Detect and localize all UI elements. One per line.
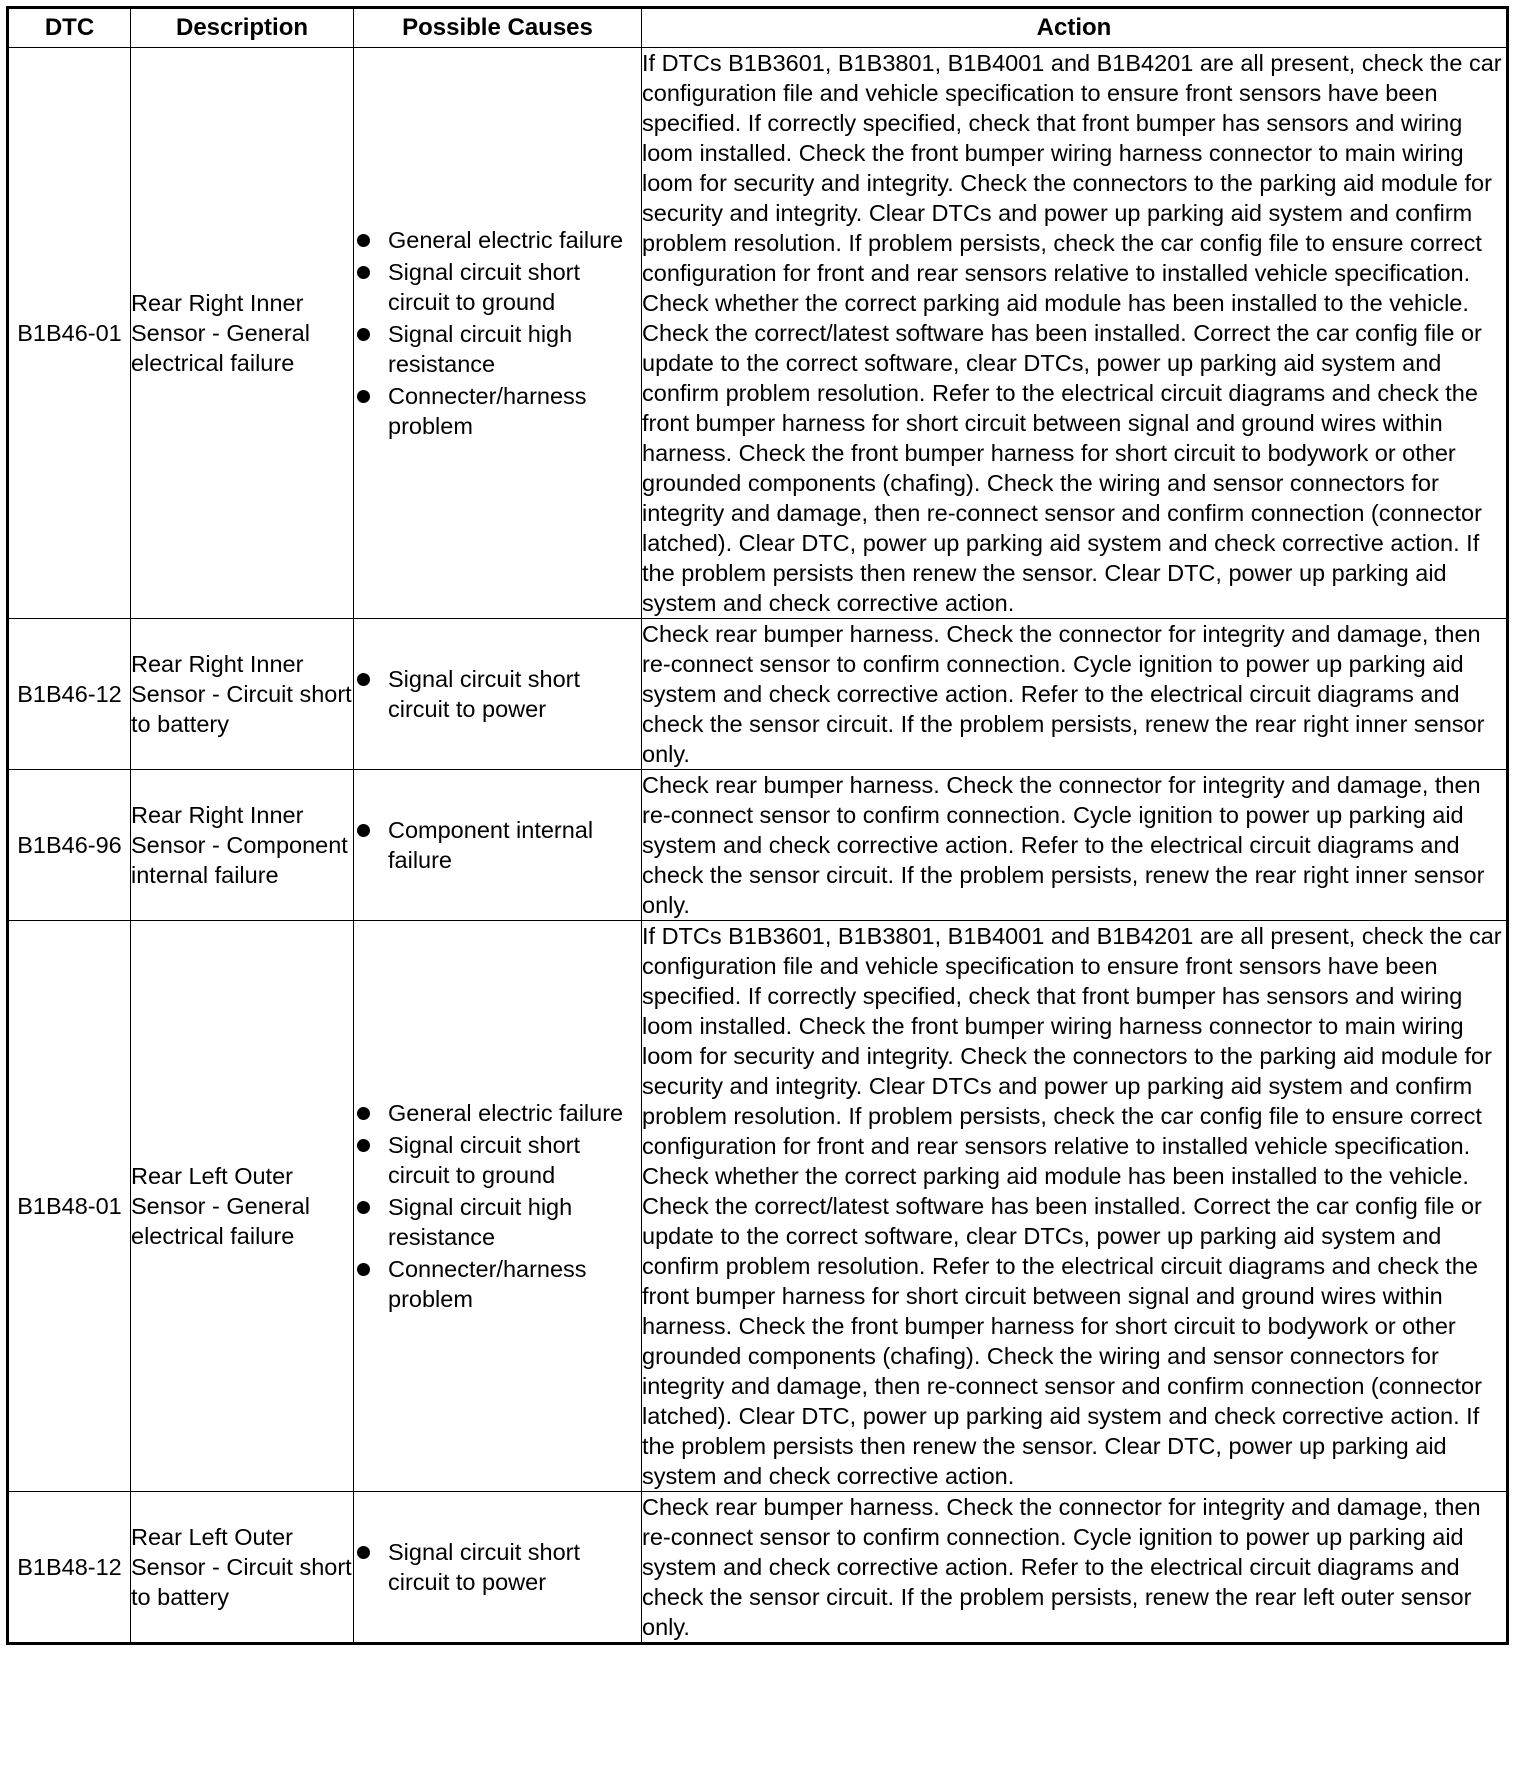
possible-causes-cell <box>354 770 642 921</box>
cause-item: Signal circuit high resistance <box>354 319 641 379</box>
description-cell: Rear Left Outer Sensor - Circuit short to battery <box>131 1492 354 1644</box>
causes-list <box>354 225 641 441</box>
cause-item: General electric failure <box>354 225 641 255</box>
header-dtc: DTC <box>8 8 131 48</box>
dtc-table <box>6 6 1509 1645</box>
cause-item: Signal circuit short circuit to power <box>354 1537 641 1597</box>
possible-causes-cell <box>354 1492 642 1644</box>
description-cell: Rear Right Inner Sensor - Component internal failure <box>131 770 354 921</box>
cause-item: Connecter/harness problem <box>354 1254 641 1314</box>
description-cell: Rear Right Inner Sensor - General electrical failure <box>131 48 354 619</box>
description-cell: Rear Left Outer Sensor - General electrical failure <box>131 921 354 1492</box>
cause-item: Signal circuit short circuit to power <box>354 664 641 724</box>
causes-list <box>354 1098 641 1314</box>
dtc-code-cell: B1B46-12 <box>8 619 131 770</box>
action-cell: Check rear bumper harness. Check the connector for integrity and damage, then re-connect sensor to confirm connection. Cycle ignition to power up parking aid system and check corrective action. Refer to the electrical circuit diagrams and check the sensor circuit. If the problem persists, renew the rear right inner sensor only. <box>642 770 1508 921</box>
causes-list <box>354 1537 641 1597</box>
cause-item: Connecter/harness problem <box>354 381 641 441</box>
table-body <box>8 48 1508 1644</box>
possible-causes-cell <box>354 619 642 770</box>
action-cell: If DTCs B1B3601, B1B3801, B1B4001 and B1B4201 are all present, check the car configuration file and vehicle specification to ensure front sensors have been specified. If correctly specified, check that front bumper has sensors and wiring loom installed. Check the front bumper wiring harness connector to main wiring loom for security and integrity. Check the connectors to the parking aid module for security and integrity. Clear DTCs and power up parking aid system and confirm problem resolution. If problem persists, check the car config file to ensure correct configuration for front and rear sensors relative to installed vehicle specification. Check whether the correct parking aid module has been installed to the vehicle. Check the correct/latest software has been installed. Correct the car config file or update to the correct software, clear DTCs, power up parking aid system and confirm problem resolution. Refer to the electrical circuit diagrams and check the front bumper harness for short circuit between signal and ground wires within harness. Check the front bumper harness for short circuit to bodywork or other grounded components (chafing). Check the wiring and sensor connectors for integrity and damage, then re-connect sensor and confirm connection (connector latched). Clear DTC, power up parking aid system and check corrective action. If the problem persists then renew the sensor. Clear DTC, power up parking aid system and check corrective action. <box>642 48 1508 619</box>
dtc-code-cell: B1B48-12 <box>8 1492 131 1644</box>
description-cell: Rear Right Inner Sensor - Circuit short to battery <box>131 619 354 770</box>
header-row <box>8 8 1508 48</box>
header-description: Description <box>131 8 354 48</box>
dtc-code-cell: B1B46-96 <box>8 770 131 921</box>
action-cell: If DTCs B1B3601, B1B3801, B1B4001 and B1B4201 are all present, check the car configuration file and vehicle specification to ensure front sensors have been specified. If correctly specified, check that front bumper has sensors and wiring loom installed. Check the front bumper wiring harness connector to main wiring loom for security and integrity. Check the connectors to the parking aid module for security and integrity. Clear DTCs and power up parking aid system and confirm problem resolution. If problem persists, check the car config file to ensure correct configuration for front and rear sensors relative to installed vehicle specification. Check whether the correct parking aid module has been installed to the vehicle. Check the correct/latest software has been installed. Correct the car config file or update to the correct software, clear DTCs, power up parking aid system and confirm problem resolution. Refer to the electrical circuit diagrams and check the front bumper harness for short circuit between signal and ground wires within harness. Check the front bumper harness for short circuit to bodywork or other grounded components (chafing). Check the wiring and sensor connectors for integrity and damage, then re-connect sensor and confirm connection (connector latched). Clear DTC, power up parking aid system and check corrective action. If the problem persists then renew the sensor. Clear DTC, power up parking aid system and check corrective action. <box>642 921 1508 1492</box>
possible-causes-cell <box>354 921 642 1492</box>
header-possible-causes: Possible Causes <box>354 8 642 48</box>
header-action: Action <box>642 8 1508 48</box>
cause-item: Signal circuit high resistance <box>354 1192 641 1252</box>
table-row <box>8 619 1508 770</box>
table-row <box>8 770 1508 921</box>
action-cell: Check rear bumper harness. Check the connector for integrity and damage, then re-connect sensor to confirm connection. Cycle ignition to power up parking aid system and check corrective action. Refer to the electrical circuit diagrams and check the sensor circuit. If the problem persists, renew the rear left outer sensor only. <box>642 1492 1508 1644</box>
action-cell: Check rear bumper harness. Check the connector for integrity and damage, then re-connect sensor to confirm connection. Cycle ignition to power up parking aid system and check corrective action. Refer to the electrical circuit diagrams and check the sensor circuit. If the problem persists, renew the rear right inner sensor only. <box>642 619 1508 770</box>
dtc-code-cell: B1B46-01 <box>8 48 131 619</box>
dtc-code-cell: B1B48-01 <box>8 921 131 1492</box>
cause-item: Signal circuit short circuit to ground <box>354 257 641 317</box>
table-row <box>8 1492 1508 1644</box>
cause-item: Signal circuit short circuit to ground <box>354 1130 641 1190</box>
causes-list <box>354 815 641 875</box>
cause-item: General electric failure <box>354 1098 641 1128</box>
possible-causes-cell <box>354 48 642 619</box>
table-row <box>8 921 1508 1492</box>
table-row <box>8 48 1508 619</box>
causes-list <box>354 664 641 724</box>
cause-item: Component internal failure <box>354 815 641 875</box>
